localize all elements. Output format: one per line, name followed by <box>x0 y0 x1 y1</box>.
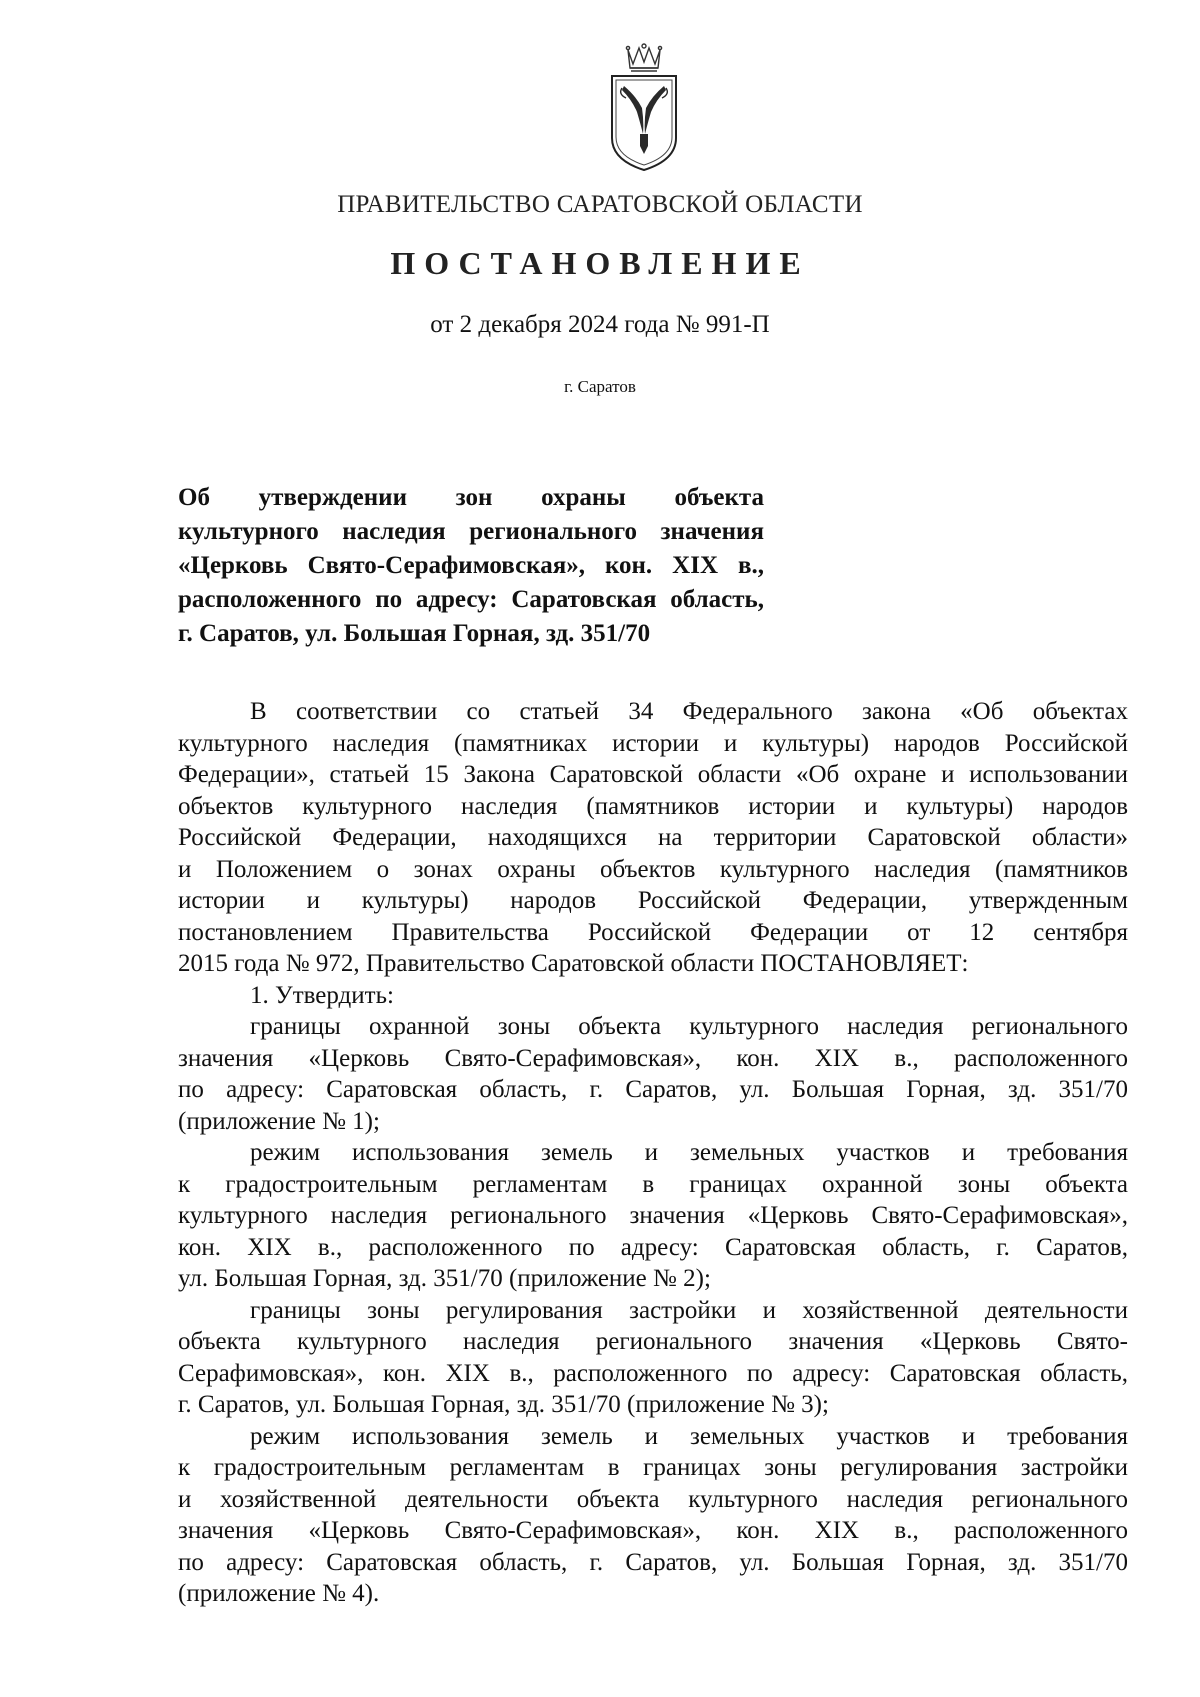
body-line: кон. XIX в., расположенного по адресу: Саратовская область, г. Саратов, <box>178 1233 1128 1261</box>
document-type: ПОСТАНОВЛЕНИЕ <box>390 245 810 281</box>
body-line: по адресу: Саратовская область, г. Саратов, ул. Большая Горная, зд. 351/70 <box>178 1548 1128 1576</box>
body-line: объекта культурного наследия регионального значения «Церковь Свято- <box>178 1328 1128 1355</box>
issuing-authority: ПРАВИТЕЛЬСТВО САРАТОВСКОЙ ОБЛАСТИ <box>337 191 863 218</box>
body-line: Российской Федерации, находящихся на территории Саратовской области» <box>178 824 1128 851</box>
saratov-coat-of-arms-icon <box>602 42 686 174</box>
body-line: 1. Утвердить: <box>250 981 394 1009</box>
body-line: значения «Церковь Свято-Серафимовская», кон. XIX в., расположенного <box>178 1044 1128 1072</box>
body-line: границы зоны регулирования застройки и хозяйственной деятельности <box>250 1296 1128 1324</box>
subject-line: расположенного по адресу: Саратовская область, <box>178 586 764 613</box>
body-line: режим использования земель и земельных участков и требования <box>250 1139 1128 1166</box>
body-line: объектов культурного наследия (памятников истории и культуры) народов <box>178 792 1128 820</box>
body-line: значения «Церковь Свято-Серафимовская», кон. XIX в., расположенного <box>178 1517 1128 1544</box>
subject-line: Об утверждении зон охраны объекта <box>178 484 764 511</box>
document-city: г. Саратов <box>564 377 636 396</box>
document-subject <box>178 481 764 651</box>
body-line: 2015 года № 972, Правительство Саратовской области ПОСТАНОВЛЯЕТ: <box>178 950 969 977</box>
body-line: и хозяйственной деятельности объекта культурного наследия регионального <box>178 1485 1128 1513</box>
body-line: постановлением Правительства Российской Федерации от 12 сентября <box>178 918 1128 946</box>
body-line: (приложение № 1); <box>178 1107 380 1135</box>
body-line: культурного наследия (памятниках истории и культуры) народов Российской <box>178 729 1128 757</box>
body-line: ул. Большая Горная, зд. 351/70 (приложение № 2); <box>178 1265 711 1292</box>
document-body <box>178 696 1128 1610</box>
subject-line: культурного наследия регионального значения <box>178 518 764 545</box>
body-line: В соответствии со статьей 34 Федерального закона «Об объектах <box>250 698 1128 725</box>
body-line: культурного наследия регионального значения «Церковь Свято-Серафимовская», <box>178 1202 1128 1229</box>
subject-line: г. Саратов, ул. Большая Горная, зд. 351/70 <box>178 620 651 647</box>
body-line: г. Саратов, ул. Большая Горная, зд. 351/70 (приложение № 3); <box>178 1391 829 1418</box>
body-line: по адресу: Саратовская область, г. Саратов, ул. Большая Горная, зд. 351/70 <box>178 1076 1128 1103</box>
body-line: истории и культуры) народов Российской Федерации, утвержденным <box>178 887 1128 914</box>
body-line: к градостроительным регламентам в границах зоны регулирования застройки <box>178 1454 1128 1481</box>
body-line: границы охранной зоны объекта культурного наследия регионального <box>250 1013 1128 1040</box>
body-line: к градостроительным регламентам в границах охранной зоны объекта <box>178 1170 1128 1198</box>
body-line: Федерации», статьей 15 Закона Саратовской области «Об охране и использовании <box>178 761 1128 788</box>
body-line: и Положением о зонах охраны объектов культурного наследия (памятников <box>178 855 1128 883</box>
subject-line: «Церковь Свято-Серафимовская», кон. XIX в., <box>178 552 764 579</box>
body-line: (приложение № 4). <box>178 1580 380 1607</box>
body-line: режим использования земель и земельных участков и требования <box>250 1422 1128 1450</box>
document-date-number: от 2 декабря 2024 года № 991-П <box>430 311 770 338</box>
body-line: Серафимовская», кон. XIX в., расположенного по адресу: Саратовская область, <box>178 1359 1128 1387</box>
